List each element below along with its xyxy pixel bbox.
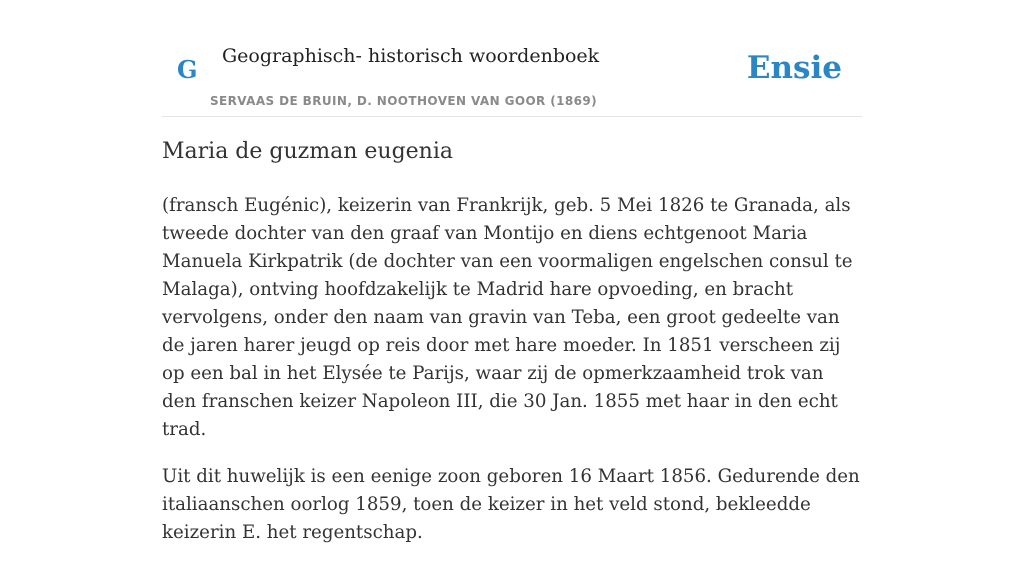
page: [162, 0, 862, 543]
entry-paragraph: Uit dit huwelijk is een eenige zoon geboren 16 Maart 1856. Gedurende den italiaanschen oorlog 1859, toen de keizer in het veld stond, bekleedde keizerin E. het regentschap.: [162, 466, 860, 543]
entry-paragraph: (fransch Eugénic), keizerin van Frankrijk, geb. 5 Mei 1826 te Granada, als tweede dochter van den graaf van Montijo en diens echtgenoot Maria Manuela Kirkpatrik (de dochter van een voormaligen engelschen consul te Malaga), ontving hoofdzakelijk te Madrid hare opvoeding, en bracht vervolgens, onder den naam van gravin van Teba, een groot gedeelte van de jaren harer jeugd op reis door met hare moeder. In 1851 verscheen zij op een bal in het Elysée te Parijs, waar zij de opmerkzaamheid trok van den franschen keizer Napoleon III, die 30 Jan. 1855 met haar in den echt trad.: [162, 195, 853, 440]
book-title[interactable]: Geographisch- historisch woordenboek: [222, 45, 600, 67]
entry-body: [162, 192, 862, 566]
ensie-logo-link[interactable]: Ensie: [746, 50, 842, 86]
book-authors: SERVAAS DE BRUIN, D. NOOTHOVEN VAN GOOR (1869): [210, 94, 598, 108]
dictionary-header: [162, 0, 862, 117]
entry-title: Maria de guzman eugenia: [162, 139, 453, 164]
book-letter-icon[interactable]: G: [177, 55, 198, 84]
